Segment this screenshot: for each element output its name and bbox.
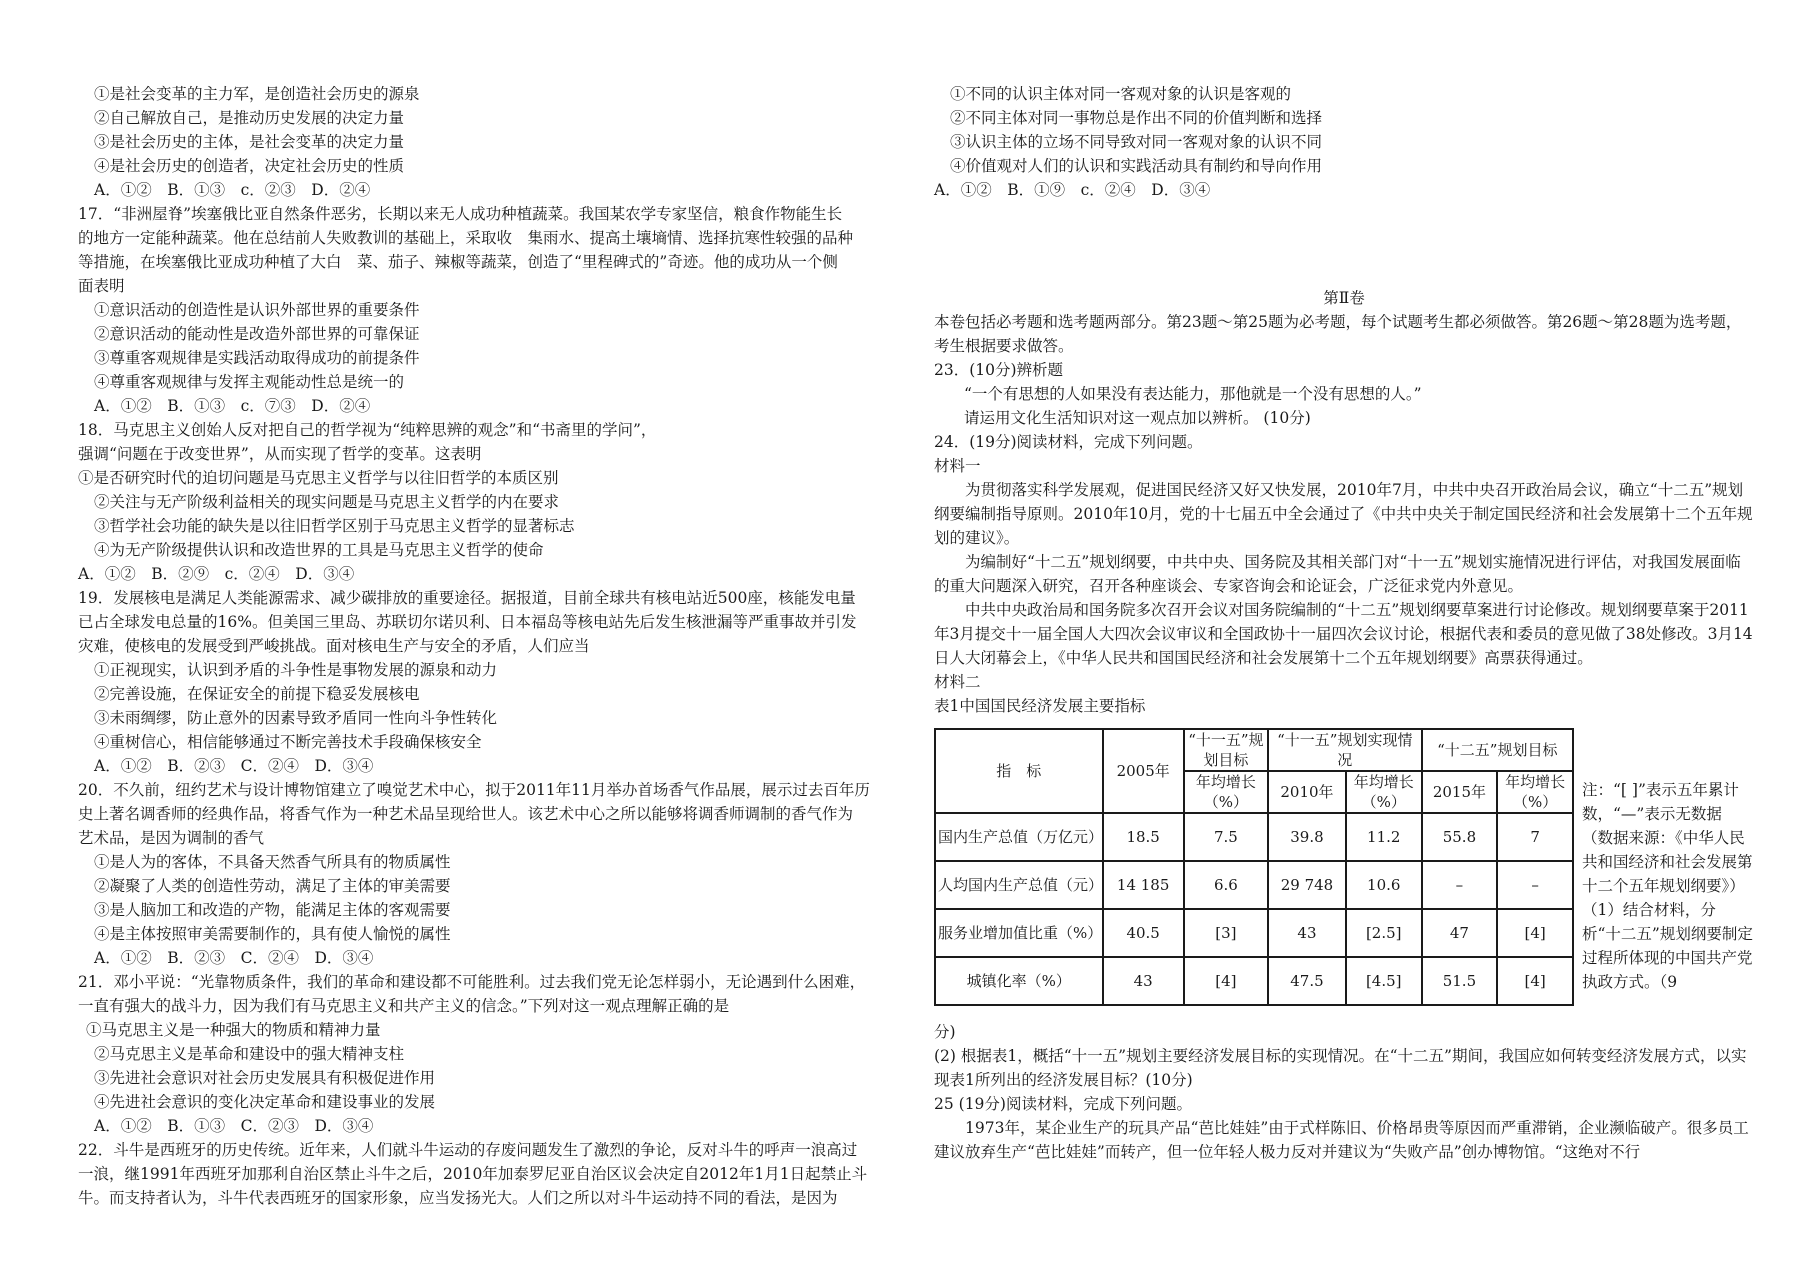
- cell: 18.5: [1103, 813, 1184, 861]
- question-21: [78, 970, 900, 1138]
- question-25-paragraph: 1973年，某企业生产的玩具产品“芭比娃娃”由于式样陈旧、价格昂贵等原因而严重滞销，企业濒临破产。很多员工建议放弃生产“芭比娃娃”而转产，但一位年轻人极力反对并建议为“失败产品”创办博物馆。“这绝对不行: [934, 1119, 1749, 1161]
- option: ③认识主体的立场不同导致对同一客观对象的认识不同: [950, 133, 1323, 151]
- material-1-paragraph: 中共中央政治局和国务院多次召开会议对国务院编制的“十二五”规划纲要草案进行讨论修改。规划纲要草案于2011年3月提交十一届全国人大四次会议审议和全国政协十一届四次会议讨论，根据代表和委员的意见做了38处修改。3月14日人大闭幕会上，《中华人民共和国国民经济和社会发展第十二个五年规划纲要》高票获得通过。: [934, 601, 1753, 667]
- cell: 40.5: [1103, 909, 1184, 957]
- question-24-title: 24．(19分)阅读材料，完成下列问题。: [934, 433, 1203, 451]
- q22-options: [934, 82, 1754, 178]
- header-indicator: 指 标: [935, 729, 1103, 813]
- cell: [4]: [1184, 957, 1268, 1005]
- question-stem-line: 一直有强大的战斗力，因为我们有马克思主义和共产主义的信念。”下列对这一观点理解正确的是: [78, 997, 730, 1015]
- answer-choices: A．①② B．①③ C．②③ D．③④: [94, 1117, 374, 1135]
- cell: –: [1497, 861, 1573, 909]
- option: ④尊重客观规律与发挥主观能动性总是统一的: [94, 373, 405, 391]
- cell: [4.5]: [1346, 957, 1422, 1005]
- header-avg-growth: 年均增长（%）: [1346, 771, 1422, 813]
- cell: 43: [1268, 909, 1346, 957]
- table-side-note: 注：“[ ]”表示五年累计数，“—”表示无数据 （数据来源：《中华人民共和国经济和社会发展第十二个五年规划纲要》） （1）结合材料，分析“十二五”规划纲要制定过程所体现的中国共产党执政方式。（9: [1582, 781, 1753, 991]
- table-caption: 表1中国国民经济发展主要指标: [934, 697, 1146, 715]
- option: ②马克思主义是革命和建设中的强大精神支柱: [94, 1045, 405, 1063]
- header-2005: 2005年: [1103, 729, 1184, 813]
- option: ③尊重客观规律是实践活动取得成功的前提条件: [94, 349, 420, 367]
- answer-choices: A．①② B．①③ c．⑦③ D．②④: [94, 397, 371, 415]
- option: ①不同的认识主体对同一客观对象的认识是客观的: [950, 85, 1292, 103]
- row-name: 国内生产总值（万亿元）: [935, 813, 1103, 861]
- cell: [3]: [1184, 909, 1268, 957]
- option: ③先进社会意识对社会历史发展具有积极促进作用: [94, 1069, 436, 1087]
- answer-choices: A．①② B．①③ c．②③ D．②④: [94, 181, 371, 199]
- option: ①是否研究时代的迫切问题是马克思主义哲学与以往旧哲学的本质区别: [78, 469, 559, 487]
- option: ③是社会历史的主体，是社会变革的决定力量: [94, 133, 405, 151]
- option: ③是人脑加工和改造的产物，能满足主体的客观需要: [94, 901, 451, 919]
- option: ④是主体按照审美需要制作的，具有使人愉悦的属性: [94, 925, 451, 943]
- question-stem-line: 20．不久前，纽约艺术与设计博物馆建立了嗅觉艺术中心，拟于2011年11月举办首场香气作品展，展示过去百年历: [78, 781, 870, 799]
- option: ④是社会历史的创造者，决定社会历史的性质: [94, 157, 405, 175]
- question-stem-line: 一浪，继1991年西班牙加那利自治区禁止斗牛之后，2010年加泰罗尼亚自治区议会决定自2012年1月1日起禁止斗: [78, 1165, 868, 1183]
- cell: 47: [1422, 909, 1498, 957]
- option: ①是人为的客体，不具备天然香气所具有的物质属性: [94, 853, 451, 871]
- answer-choices: A．①② B．①⑨ c．②④ D．③④: [934, 181, 1211, 199]
- cell: [2.5]: [1346, 909, 1422, 957]
- question-20: [78, 778, 900, 970]
- option: ②关注与无产阶级利益相关的现实问题是马克思主义哲学的内在要求: [94, 493, 560, 511]
- option: ②凝聚了人类的创造性劳动，满足了主体的审美需要: [94, 877, 451, 895]
- cell: 6.6: [1184, 861, 1268, 909]
- question-25-title: 25 (19分)阅读材料，完成下列问题。: [934, 1095, 1192, 1113]
- question-19: [78, 586, 900, 778]
- option: ①正视现实，认识到矛盾的斗争性是事物发展的源泉和动力: [94, 661, 498, 679]
- header-avg-growth: 年均增长（%）: [1184, 771, 1268, 813]
- question-stem-line: 牛。而支持者认为，斗牛代表西班牙的国家形象，应当发扬光大。人们之所以对斗牛运动持不同的看法，是因为: [78, 1189, 838, 1207]
- material-1-label: 材料一: [934, 457, 981, 475]
- cell: 55.8: [1422, 813, 1498, 861]
- question-stem-line: 强调“问题在于改变世界”，从而实现了哲学的变革。这表明: [78, 445, 482, 463]
- option: ③哲学社会功能的缺失是以往旧哲学区别于马克思主义哲学的显著标志: [94, 517, 575, 535]
- option: ②不同主体对同一事物总是作出不同的价值判断和选择: [950, 109, 1323, 127]
- question-17: [78, 202, 900, 418]
- cell: 10.6: [1346, 861, 1422, 909]
- q16-options: [78, 82, 900, 202]
- section-title: 第Ⅱ卷: [1323, 289, 1365, 307]
- option: ①是社会变革的主力军，是创造社会历史的源泉: [94, 85, 420, 103]
- cell: 51.5: [1422, 957, 1498, 1005]
- header-avg-growth: 年均增长（%）: [1497, 771, 1573, 813]
- header-plan-11: “十一五”规划目标: [1184, 729, 1268, 771]
- row-name: 城镇化率（%）: [935, 957, 1103, 1005]
- question-stem-line: 面表明: [78, 277, 125, 295]
- table-row: [935, 957, 1573, 1005]
- question-24-2: (2) 根据表1，概括“十一五”规划主要经济发展目标的实现情况。在“十二五”期间，我国应如何转变经济发展方式，以实现表1所列出的经济发展目标？(10分): [934, 1047, 1747, 1089]
- table-area: [934, 728, 1754, 1020]
- option: ④重树信心，相信能够通过不断完善技术手段确保核安全: [94, 733, 482, 751]
- cell: 29 748: [1268, 861, 1346, 909]
- question-stem-line: 史上著名调香师的经典作品，将香气作为一种艺术品呈现给世人。该艺术中心之所以能够将调香师调制的香气作为: [78, 805, 854, 823]
- question-18: [78, 418, 900, 586]
- question-stem-line: 19．发展核电是满足人类能源需求、减少碳排放的重要途径。据报道，目前全球共有核电站近500座，核能发电量: [78, 589, 856, 607]
- answer-choices: A．①② B．②③ C．②④ D．③④: [94, 757, 374, 775]
- question-stem-line: 18．马克思主义创始人反对把自己的哲学视为“纯粹思辨的观念”和“书斋里的学问”，: [78, 421, 657, 439]
- question-23-title: 23．(10分)辨析题: [934, 361, 1064, 379]
- question-stem-line: 已占全球发电总量的16%。但美国三里岛、苏联切尔诺贝利、日本福岛等核电站先后发生核泄漏等严重事故并引发: [78, 613, 857, 631]
- section-intro: 本卷包括必考题和选考题两部分。第23题～第25题为必考题，每个试题考生都必须做答。第26题～第28题为选考题，考生根据要求做答。: [934, 313, 1742, 355]
- cell: 7: [1497, 813, 1573, 861]
- cell: 7.5: [1184, 813, 1268, 861]
- option: ④为无产阶级提供认识和改造世界的工具是马克思主义哲学的使命: [94, 541, 544, 559]
- option: ②意识活动的能动性是改造外部世界的可靠保证: [94, 325, 420, 343]
- material-2-label: 材料二: [934, 673, 981, 691]
- question-24-1-continued: 分): [934, 1023, 956, 1041]
- header-2010: 2010年: [1268, 771, 1346, 813]
- option: ④先进社会意识的变化决定革命和建设事业的发展: [94, 1093, 436, 1111]
- right-column: [934, 82, 1754, 1164]
- question-stem-line: 21．邓小平说：“光靠物质条件，我们的革命和建设都不可能胜利。过去我们党无论怎样弱小，无论遇到什么困难，: [78, 973, 866, 991]
- question-stem-line: 艺术品，是因为调制的香气: [78, 829, 265, 847]
- cell: 11.2: [1346, 813, 1422, 861]
- cell: 43: [1103, 957, 1184, 1005]
- cell: [4]: [1497, 909, 1573, 957]
- table-row: [935, 861, 1573, 909]
- cell: 39.8: [1268, 813, 1346, 861]
- option: ①马克思主义是一种强大的物质和精神力量: [86, 1021, 381, 1039]
- cell: –: [1422, 861, 1498, 909]
- option: ②完善设施，在保证安全的前提下稳妥发展核电: [94, 685, 420, 703]
- question-stem-line: 22．斗牛是西班牙的历史传统。近年来，人们就斗牛运动的存废问题发生了激烈的争论，反对斗牛的呼声一浪高过: [78, 1141, 858, 1159]
- option: ③未雨绸缪，防止意外的因素导致矛盾同一性向斗争性转化: [94, 709, 498, 727]
- row-name: 服务业增加值比重（%）: [935, 909, 1103, 957]
- question-22: [78, 1138, 900, 1210]
- header-plan-12: “十二五”规划目标: [1422, 729, 1573, 771]
- material-1-paragraph: 为贯彻落实科学发展观，促进国民经济又好又快发展，2010年7月，中共中央召开政治局会议，确立“十二五”规划纲要编制指导原则。2010年10月，党的十七届五中全会通过了《中共中央关于制定国民经济和社会发展第十二个五年规划的建议》。: [934, 481, 1753, 547]
- option: ④价值观对人们的认识和实践活动具有制约和导向作用: [950, 157, 1323, 175]
- material-1-paragraph: 为编制好“十二五”规划纲要，中共中央、国务院及其相关部门对“十一五”规划实施情况进行评估，对我国发展面临的重大问题深入研究，召开各种座谈会、专家咨询会和论证会，广泛征求党内外意见。: [934, 553, 1741, 595]
- table-row: [935, 813, 1573, 861]
- header-real-11: “十一五”规划实现情况: [1268, 729, 1422, 771]
- question-23-task: 请运用文化生活知识对这一观点加以辨析。 (10分): [964, 409, 1311, 427]
- left-column: [78, 82, 900, 1210]
- question-stem-line: 17．“非洲屋脊”埃塞俄比亚自然条件恶劣，长期以来无人成功种植蔬菜。我国某农学专家坚信，粮食作物能生长: [78, 205, 843, 223]
- option: ①意识活动的创造性是认识外部世界的重要条件: [94, 301, 420, 319]
- question-stem-line: 灾难，使核电的发展受到严峻挑战。面对核电生产与安全的矛盾，人们应当: [78, 637, 590, 655]
- economic-indicators-table: [934, 728, 1574, 1006]
- cell: [4]: [1497, 957, 1573, 1005]
- cell: 14 185: [1103, 861, 1184, 909]
- row-name: 人均国内生产总值（元）: [935, 861, 1103, 909]
- answer-choices: A．①② B．②③ C．②④ D．③④: [94, 949, 374, 967]
- table-row: [935, 909, 1573, 957]
- cell: 47.5: [1268, 957, 1346, 1005]
- question-stem-line: 等措施，在埃塞俄比亚成功种植了大白 菜、茄子、辣椒等蔬菜，创造了“里程碑式的”奇迹。他的成功从一个侧: [78, 253, 838, 271]
- option: ②自己解放自己，是推动历史发展的决定力量: [94, 109, 405, 127]
- answer-choices: A．①② B．②⑨ c．②④ D．③④: [78, 565, 355, 583]
- header-2015: 2015年: [1422, 771, 1498, 813]
- question-stem-line: 的地方一定能种蔬菜。他在总结前人失败教训的基础上，采取收 集雨水、提高土壤墒情、选择抗寒性较强的品种: [78, 229, 854, 247]
- question-23-quote: “一个有思想的人如果没有表达能力，那他就是一个没有思想的人。”: [964, 385, 1422, 403]
